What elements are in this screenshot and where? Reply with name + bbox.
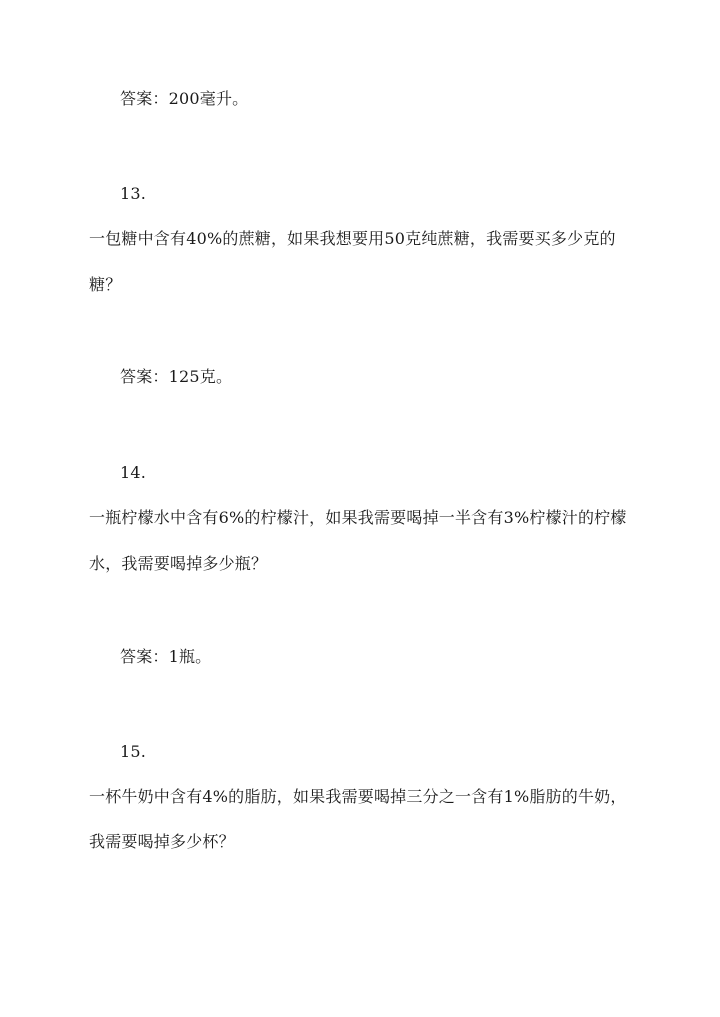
answer-13: 答案：125克。: [120, 367, 233, 386]
question-14-line-1: 一瓶柠檬水中含有6%的柠檬汁，如果我需要喝掉一半含有3%柠檬汁的柠檬: [89, 508, 627, 527]
question-number-14: 14.: [120, 463, 147, 482]
question-14-line-2: 水，我需要喝掉多少瓶？: [89, 554, 268, 573]
answer-14: 答案：1瓶。: [120, 647, 212, 666]
question-13-line-2: 糖？: [89, 275, 122, 294]
question-13-line-1: 一包糖中含有40%的蔗糖，如果我想要用50克纯蔗糖，我需要买多少克的: [89, 229, 616, 248]
answer-12: 答案：200毫升。: [120, 89, 249, 108]
question-number-13: 13.: [120, 184, 147, 203]
question-15-line-1: 一杯牛奶中含有4%的脂肪，如果我需要喝掉三分之一含有1%脂肪的牛奶，: [89, 787, 627, 806]
question-15-line-2: 我需要喝掉多少杯？: [89, 832, 235, 851]
question-number-15: 15.: [120, 742, 147, 761]
